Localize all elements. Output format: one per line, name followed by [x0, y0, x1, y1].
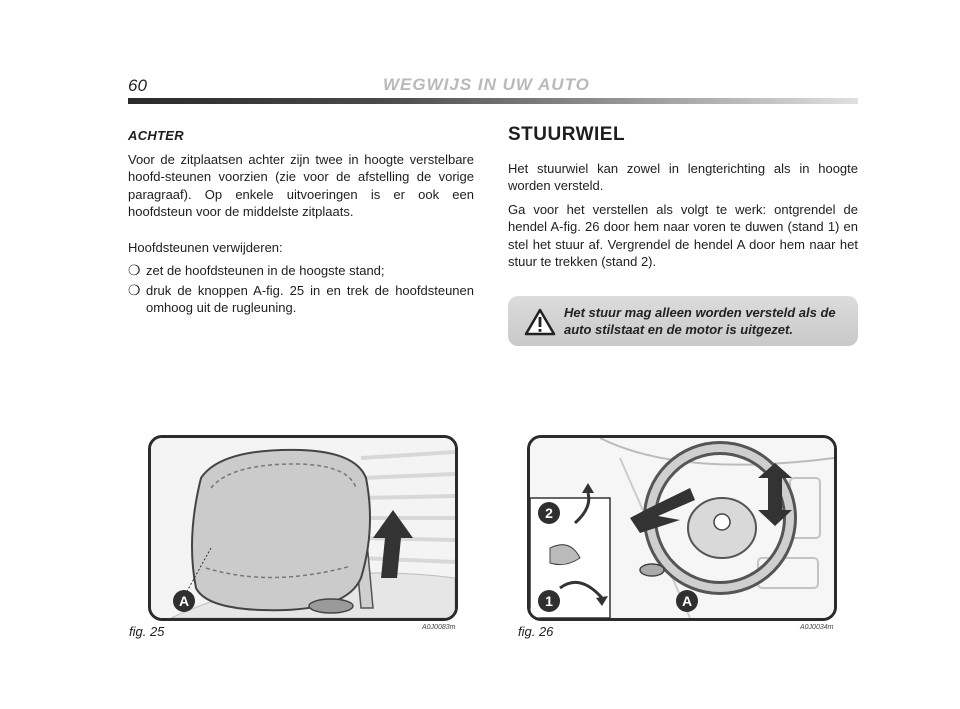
callout-a: A — [676, 590, 698, 612]
bullet-text: zet de hoofdsteunen in de hoogste stand; — [146, 263, 385, 278]
section-heading-achter: ACHTER — [128, 128, 184, 143]
figure-26-steering-wheel — [527, 435, 837, 621]
bullet-item — [128, 262, 474, 280]
callout-a: A — [173, 590, 195, 612]
figure-code: A0J0034m — [800, 624, 834, 631]
warning-box — [508, 296, 858, 346]
paragraph: Het stuurwiel kan zowel in lengterichting als in hoogte worden versteld. — [508, 160, 858, 193]
right-column — [508, 126, 858, 277]
warning-triangle-icon — [524, 308, 556, 336]
header-rule — [128, 98, 858, 104]
callout-2: 2 — [538, 502, 560, 524]
figure-code: A0J0083m — [422, 624, 456, 631]
running-header-title: WEGWIJS IN UW AUTO — [383, 75, 590, 94]
headrest-illustration — [151, 438, 455, 618]
callout-1: 1 — [538, 590, 560, 612]
section-heading-stuurwiel: STUURWIEL — [508, 124, 626, 145]
bullet-icon: ❍ — [128, 281, 141, 298]
figure-caption: fig. 26 — [518, 624, 554, 639]
bullet-icon: ❍ — [128, 262, 141, 278]
page-number: 60 — [128, 76, 147, 95]
bullet-text: druk de knoppen A-fig. 25 in en trek de hoofdsteunen omhoog uit de rugleuning. — [146, 282, 474, 315]
bullet-item — [128, 282, 474, 317]
paragraph: Ga voor het verstellen als volgt te werk: ontgrendel de hendel A-fig. 26 door hem naar voren te duwen (stand 1) en stel het stuur af. Vergrendel de hendel A door hem naar het stuur te trekken (stand 2). — [508, 201, 858, 269]
paragraph: Voor de zitplaatsen achter zijn twee in hoogte verstelbare hoofd-steunen voorzien (zie voor de afstelling de vorige paragraaf). Op enkele uitvoeringen is er ook een hoofdsteun voor de middelste zitplaats. — [128, 151, 474, 219]
warning-text: Het stuur mag alleen worden versteld als de auto stilstaat en de motor is uitgezet. — [564, 305, 836, 337]
left-column — [128, 127, 474, 319]
figure-caption: fig. 25 — [129, 624, 165, 639]
paragraph: Hoofdsteunen verwijderen: — [128, 239, 283, 255]
figure-25-headrest — [148, 435, 458, 621]
